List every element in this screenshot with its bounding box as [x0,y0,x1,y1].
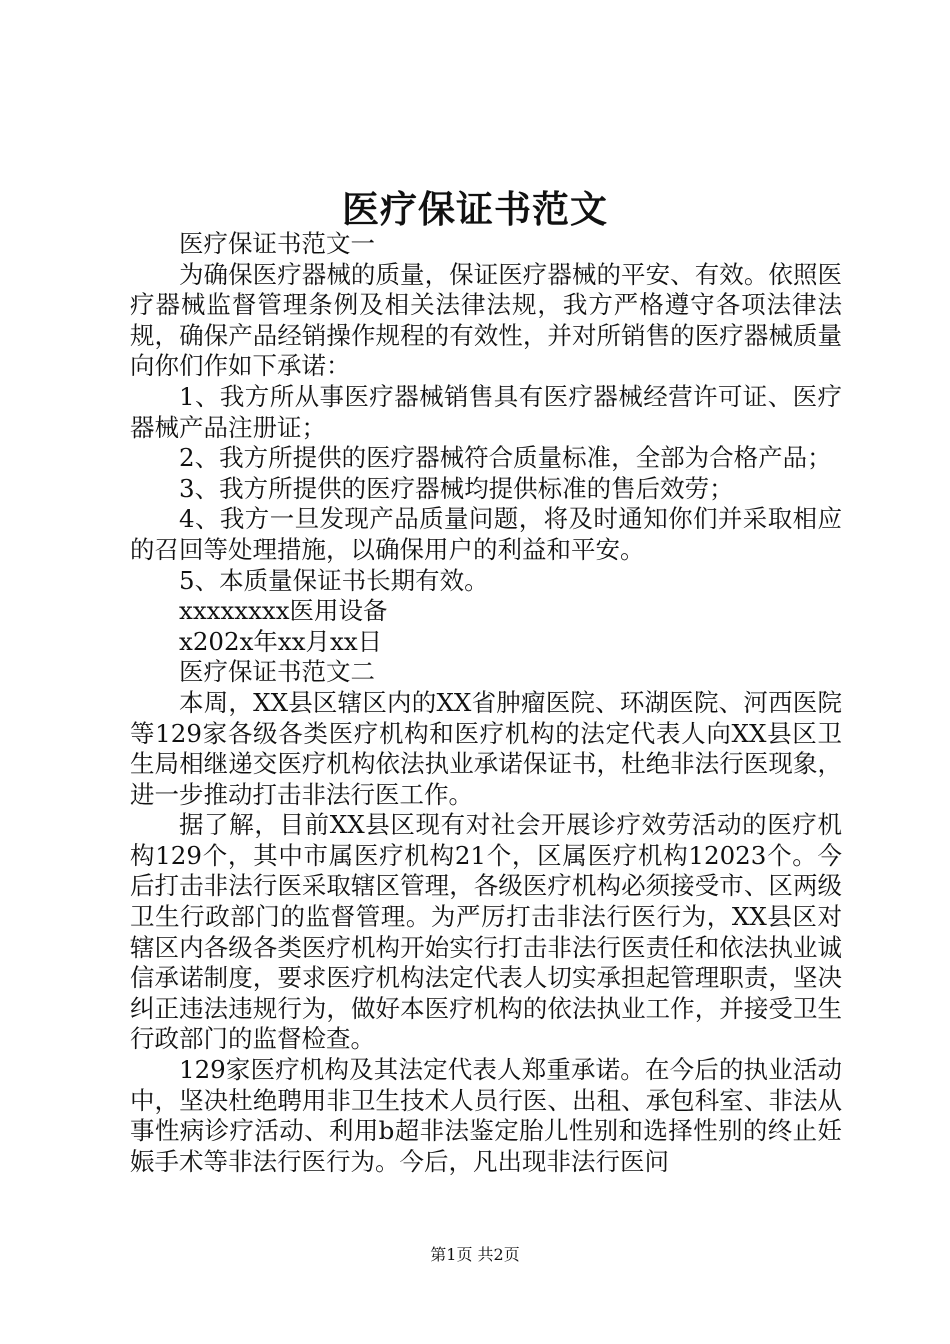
document-body [130,229,842,1177]
commitment-item-5: 5、本质量保证书长期有效。 [179,565,489,595]
document-title: 医疗保证书范文 [342,187,608,231]
paragraph: 据了解，目前XX县区现有对社会开展诊疗效劳活动的医疗机构129个，其中市属医疗机构21个，区属医疗机构12023个。今后打击非法行医采取辖区管理，各级医疗机构必须接受市、区两级卫生行政部门的监督管理。为严厉打击非法行医行为，XX县区对辖区内各级各类医疗机构开始实行打击非法行医责任和依法执业诚信承诺制度，要求医疗机构法定代表人切实承担起管理职责，坚决纠正违法违规行为，做好本医疗机构的依法执业工作，并接受卫生行政部门的监督检查。 [130,810,842,1054]
signature-company: xxxxxxxx医用设备 [179,596,388,626]
signature-date: x202x年xx月xx日 [179,626,383,656]
section-heading-1: 医疗保证书范文一 [179,229,375,258]
paragraph: 为确保医疗器械的质量，保证医疗器械的平安、有效。依照医疗器械监督管理条例及相关法律法规，我方严格遵守各项法律法规，确保产品经销操作规程的有效性，并对所销售的医疗器械质量向你们作如下承诺： [130,259,842,381]
commitment-item-2: 2、我方所提供的医疗器械符合质量标准，全部为合格产品； [179,443,832,473]
paragraph: 本周，XX县区辖区内的XX省肿瘤医院、环湖医院、河西医院等129家各级各类医疗机构和医疗机构的法定代表人向XX县区卫生局相继递交医疗机构依法执业承诺保证书，杜绝非法行医现象，进一步推动打击非法行医工作。 [130,687,842,809]
section-heading-2: 医疗保证书范文二 [179,657,375,687]
commitment-item-3: 3、我方所提供的医疗器械均提供标准的售后效劳； [179,473,734,503]
commitment-item-1: 1、我方所从事医疗器械销售具有医疗器械经营许可证、医疗器械产品注册证； [130,381,842,442]
commitment-item-4: 4、我方一旦发现产品质量问题，将及时通知你们并采取相应的召回等处理措施，以确保用户的利益和平安。 [130,504,842,564]
page-footer: 第1页 共2页 [430,1245,520,1264]
paragraph: 129家医疗机构及其法定代表人郑重承诺。在今后的执业活动中，坚决杜绝聘用非卫生技术人员行医、出租、承包科室、非法从事性病诊疗活动、利用b超非法鉴定胎儿性别和选择性别的终止妊娠手术等非法行医行为。今后，凡出现非法行医问 [130,1055,842,1176]
